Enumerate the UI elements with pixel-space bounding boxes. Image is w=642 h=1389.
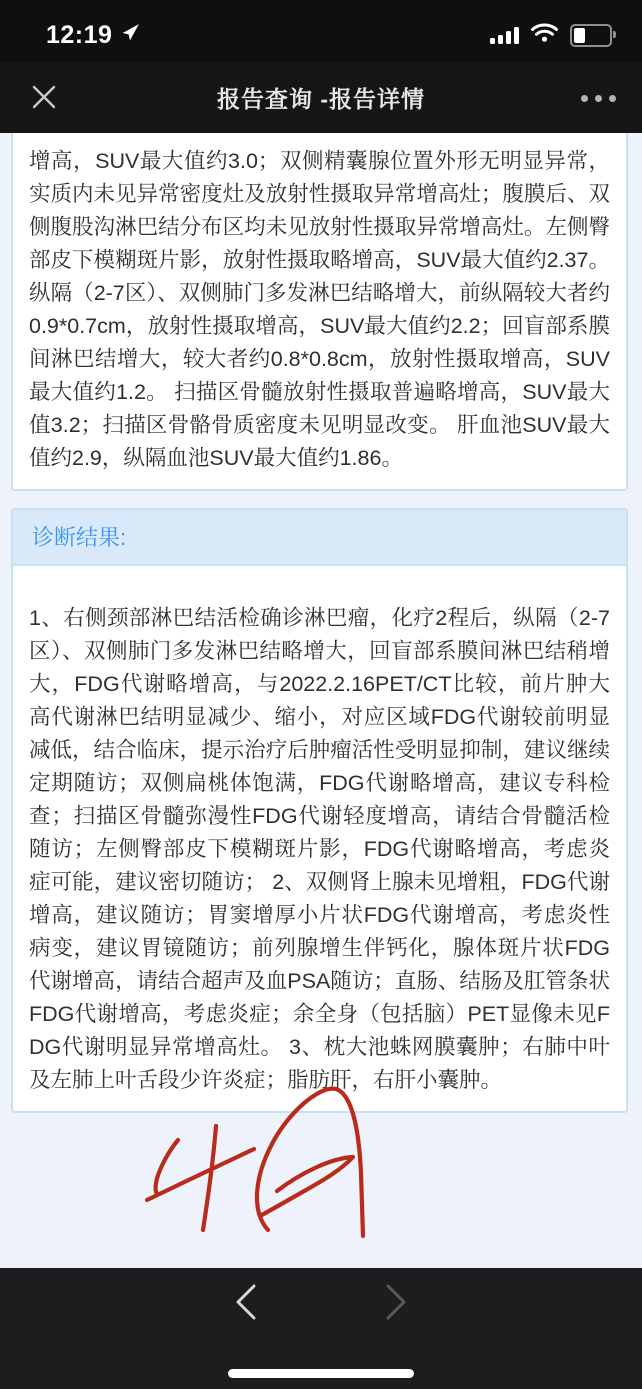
page-title: 报告查询 -报告详情 [216, 86, 426, 112]
home-indicator[interactable] [228, 1369, 414, 1378]
chevron-right-icon [384, 1310, 408, 1325]
close-button[interactable] [26, 80, 62, 116]
location-arrow-icon [120, 22, 141, 48]
battery-low-icon [570, 24, 612, 47]
status-right [490, 23, 612, 48]
diagnosis-text: 1、右侧颈部淋巴结活检确诊淋巴瘤，化疗2程后，纵隔（2-7区）、双侧肺门多发淋巴结略增大，回盲部系膜间淋巴结稍增大，FDG代谢略增高，与2022.2.16PET/CT比较，前片肿大高代谢淋巴结明显减少、缩小，对应区域FDG代谢较前明显减低，结合临床，提示治疗后肿瘤活性受明显抑制，建议继续定期随访；双侧扁桃体饱满，FDG代谢略增高，建议专科检查；扫描区骨髓弥漫性FDG代谢轻度增高，请结合骨髓活检随访；左侧臀部皮下模糊斑片影，FDG代谢略增高，考虑炎症可能，建议密切随访； 2、双侧肾上腺未见增粗，FDG代谢增高，建议随访；胃窦增厚小片状FDG代谢增高，考虑炎性病变，建议胃镜随访；前列腺增生伴钙化，腺体斑片状FDG代谢增高，请结合超声及血PSA随访；直肠、结肠及肛管条状FDG代谢增高，考虑炎症；余全身（包括脑）PET显像未见FDG代谢明显异常增高灶。 3、枕大池蛛网膜囊肿；右肺中叶及左肺上叶舌段少许炎症；脂肪肝，右肝小囊肿。 [29, 606, 610, 1092]
status-bar [0, 0, 642, 62]
bottom-toolbar [0, 1268, 642, 1389]
cellular-signal-icon [490, 27, 519, 44]
diagnosis-header: 诊断结果: [13, 510, 626, 566]
back-button[interactable] [227, 1282, 265, 1324]
chevron-left-icon [234, 1310, 258, 1325]
clock: 12:19 [46, 20, 113, 49]
wifi-icon [531, 23, 558, 48]
report-content[interactable] [0, 133, 642, 1268]
status-left [46, 21, 141, 50]
diagnosis-card [11, 508, 628, 1113]
forward-button[interactable] [377, 1282, 415, 1324]
ellipsis-icon [581, 95, 616, 102]
nav-bar [0, 62, 642, 133]
findings-text: 增高，SUV最大值约3.0；双侧精囊腺位置外形无明显异常，实质内未见异常密度灶及放射性摄取异常增高灶；腹膜后、双侧腹股沟淋巴结分布区均未见放射性摄取异常增高灶。左侧臀部皮下模糊斑片影，放射性摄取略增高，SUV最大值约2.37。 纵隔（2-7区）、双侧肺门多发淋巴结略增大，前纵隔较大者约0.9*0.7cm，放射性摄取增高，SUV最大值约2.2；回盲部系膜间淋巴结增大，较大者约0.8*0.8cm，放射性摄取增高，SUV最大值约1.2。 扫描区骨髓放射性摄取普遍略增高，SUV最大值3.2；扫描区骨骼骨质密度未见明显改变。 肝血池SUV最大值约2.9，纵隔血池SUV最大值约1.86。 [29, 149, 610, 470]
findings-card [11, 133, 628, 491]
more-button[interactable] [576, 80, 620, 116]
close-x-icon [29, 100, 59, 115]
